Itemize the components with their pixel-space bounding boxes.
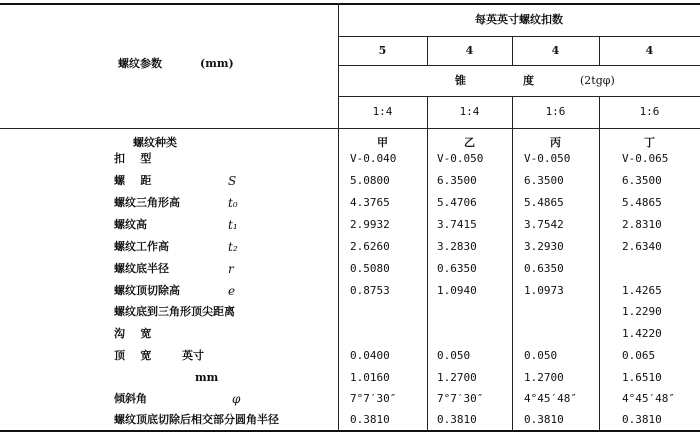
row-value: 1.0940 [437, 284, 477, 297]
row-label: 顶 宽 英寸 [114, 349, 204, 362]
row-value: 7°7′30″ [350, 392, 397, 405]
row-value: 3.7415 [437, 218, 477, 231]
tpi-value-2: 4 [465, 44, 474, 57]
row-value: 3.2830 [437, 240, 477, 253]
row-value: 0.0400 [350, 349, 390, 362]
tpi-value-3: 4 [551, 44, 560, 57]
row-value: 3.7542 [524, 218, 564, 231]
row-label: 倾斜角 [114, 392, 147, 405]
row-value: 0.3810 [350, 413, 390, 426]
row-value: 1.0160 [350, 371, 390, 384]
row-value: 5.0800 [350, 174, 390, 187]
tpi-value-1: 5 [378, 44, 387, 57]
row-symbol: φ [232, 392, 241, 406]
row-value: V-0.040 [350, 152, 397, 165]
taper-label-2: 度 [523, 74, 534, 87]
row-value: 0.3810 [622, 413, 662, 426]
taper-value-3: 1:6 [545, 105, 566, 118]
row-value: 0.050 [524, 349, 558, 362]
thread-type-3: 丙 [550, 136, 561, 149]
row-label: 螺 距 [114, 174, 152, 187]
top-rule [0, 3, 700, 5]
row-label: 扣 型 [114, 152, 152, 165]
row-value: 1.4220 [622, 327, 662, 340]
row-value: 5.4865 [524, 196, 564, 209]
row-value: 0.5080 [350, 262, 390, 275]
row-value: V-0.065 [622, 152, 669, 165]
tpi-value-4: 4 [645, 44, 654, 57]
row-value: 4.3765 [350, 196, 390, 209]
row-label: 螺纹顶切除高 [114, 284, 180, 297]
bottom-rule [0, 430, 700, 432]
row-value: 1.0973 [524, 284, 564, 297]
row-value: 6.3500 [524, 174, 564, 187]
taper-value-4: 1:6 [639, 105, 660, 118]
header-bottom-rule [0, 128, 700, 129]
row-value: 2.6260 [350, 240, 390, 253]
row-label: 螺纹高 [114, 218, 147, 231]
row-label: 螺纹三角形高 [114, 196, 180, 209]
taper-formula: (2tgφ) [580, 74, 615, 87]
row-symbol: t₁ [228, 218, 238, 232]
row-symbol: t₂ [228, 240, 238, 254]
row-symbol: e [228, 284, 236, 298]
row-label: mm [195, 371, 219, 384]
row-value: 2.6340 [622, 240, 662, 253]
row-value: 5.4865 [622, 196, 662, 209]
taper-value-1: 1:4 [372, 105, 393, 118]
taper-value-2: 1:4 [459, 105, 480, 118]
row-label: 沟 宽 [114, 327, 152, 340]
row-value: 1.2700 [437, 371, 477, 384]
row-symbol: S [228, 174, 237, 188]
row-value: 6.3500 [437, 174, 477, 187]
row-value: 0.050 [437, 349, 471, 362]
tpi-title-rule [338, 36, 700, 37]
row-value: 4°45′48″ [524, 392, 577, 405]
row-value: V-0.050 [524, 152, 571, 165]
row-value: 2.8310 [622, 218, 662, 231]
row-label: 螺纹顶底切除后相交部分圆角半径 [114, 413, 279, 426]
row-value: 5.4706 [437, 196, 477, 209]
row-value: 4°45′48″ [622, 392, 675, 405]
row-value: 0.6350 [437, 262, 477, 275]
thread-type-label: 螺纹种类 [133, 136, 177, 149]
label-col-divider [338, 3, 339, 430]
row-value: 7°7′30″ [437, 392, 484, 405]
param-unit: (mm) [200, 57, 234, 70]
row-value: 1.6510 [622, 371, 662, 384]
row-value: 1.2700 [524, 371, 564, 384]
row-value: V-0.050 [437, 152, 484, 165]
tpi-values-rule [338, 65, 700, 66]
row-symbol: t₀ [228, 196, 238, 210]
row-value: 2.9932 [350, 218, 390, 231]
thread-type-2: 乙 [464, 136, 475, 149]
row-value: 3.2930 [524, 240, 564, 253]
taper-label-rule [338, 96, 700, 97]
tpi-title: 每英英寸螺纹扣数 [475, 13, 563, 26]
row-symbol: r [228, 262, 234, 276]
row-value: 0.3810 [524, 413, 564, 426]
row-label: 螺纹工作高 [114, 240, 169, 253]
thread-type-4: 丁 [644, 136, 655, 149]
thread-type-1: 甲 [377, 136, 388, 149]
row-label: 螺纹底到三角形顶尖距离 [114, 305, 235, 318]
row-value: 0.8753 [350, 284, 390, 297]
row-label: 螺纹底半径 [114, 262, 169, 275]
row-value: 0.6350 [524, 262, 564, 275]
row-value: 0.065 [622, 349, 656, 362]
param-label: 螺纹参数 [118, 57, 162, 70]
row-value: 1.2290 [622, 305, 662, 318]
row-value: 6.3500 [622, 174, 662, 187]
row-value: 1.4265 [622, 284, 662, 297]
row-value: 0.3810 [437, 413, 477, 426]
taper-label-1: 锥 [455, 74, 466, 87]
